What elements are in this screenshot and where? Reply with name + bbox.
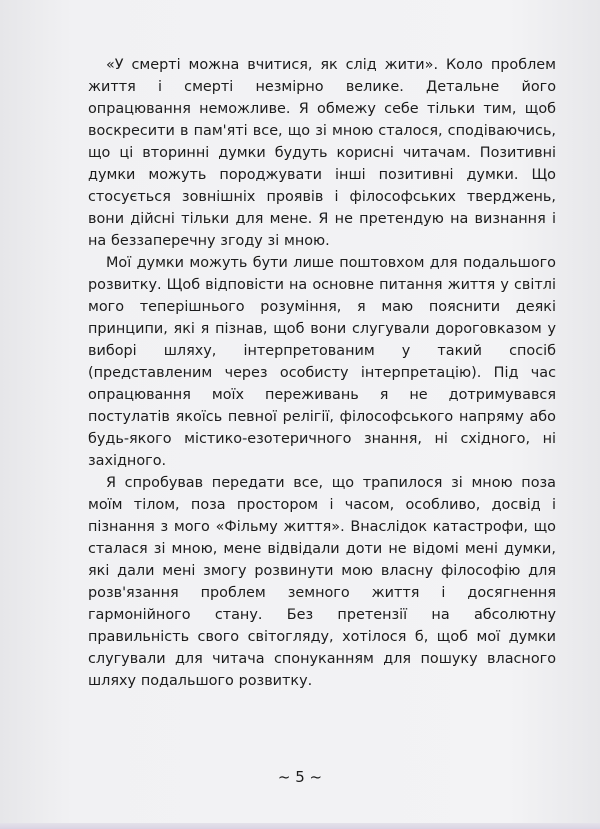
body-text	[88, 54, 556, 692]
page-bottom-edge	[0, 823, 600, 829]
paragraph-1: «У смерті можна вчитися, як слід жити». Коло проблем життя і смерті незмірно велике. Детальне його опрацювання неможливе. Я обмежу себе тільки тим, щоб воскресити в пам'яті все, що зі мною сталося, сподіваючись, що ці вторинні думки будуть корисні читачам. Позитивні думки можуть породжувати інші позитивні думки. Що стосується зовнішніх проявів і філософських тверджень, вони дійсні тільки для мене. Я не претендую на визнання і на беззаперечну згоду зі мною.	[88, 57, 556, 249]
page-number: ~ 5 ~	[277, 768, 323, 786]
paragraph-2: Мої думки можуть бути лише поштовхом для подальшого розвитку. Щоб відповісти на основне питання життя у світлі мого теперішнього розуміння, я маю пояснити деякі принципи, які я пізнав, щоб вони слугували дороговказом у виборі шляху, інтерпретованим у такий спосіб (представленим через особисту інтерпретацію). Під час опрацювання моїх переживань я не дотримувався постулатів якоїсь певної релігії, філософського напряму або будь-якого містико-езотеричного знання, ні східного, ні західного.	[88, 255, 556, 469]
paragraph-3: Я спробував передати все, що трапилося зі мною поза моїм тілом, поза простором і часом, особливо, досвід і пізнання з мого «Фільму життя». Внаслідок катастрофи, що сталася зі мною, мене відвідали доти не відомі мені думки, які дали мені змогу розвинути мою власну філософію для розв'язання проблем земного життя і досягнення гармонійного стану. Без претензії на абсолютну правильність свого світогляду, хотілося б, щоб мої думки слугували для читача спонуканням для пошуку власного шляху подальшого розвитку.	[88, 475, 556, 689]
